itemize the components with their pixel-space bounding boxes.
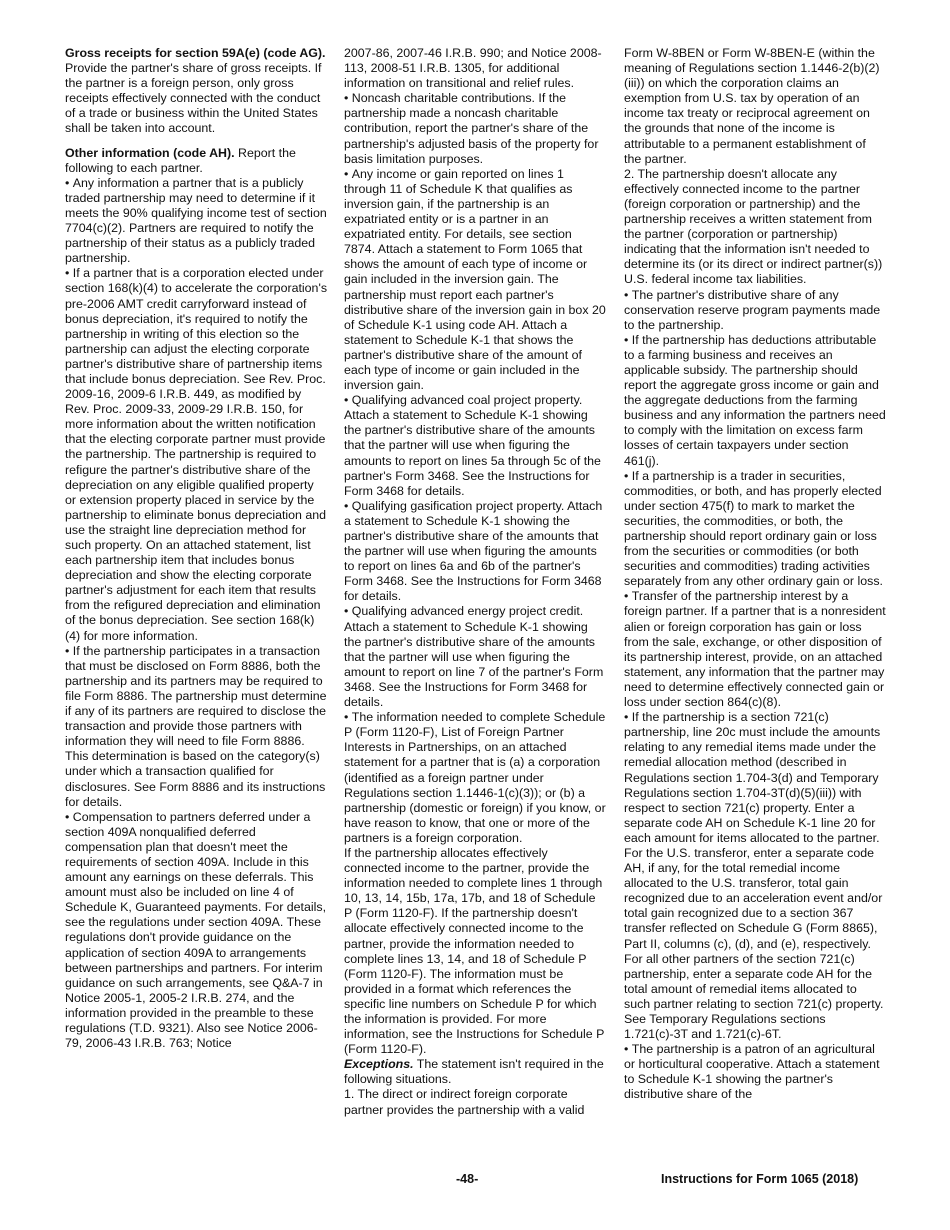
bullet-item: • If the partnership is a section 721(c) partnership, line 20c must include the amounts relating to any remedial items made under the remedial allocation method (described in Regulations section 1.704-3(d) and Temporary Regulations section 1.704-3T(d)(5)(iii)) with respect to section 721(c) property. Enter a separate code AH on Schedule K-1 line 20 for each amount for items allocated to the partner. For the U.S. transferor, enter a separate code AH, if any, for the total remedial income allocated to the U.S. transferor, total gain recognized due to an acceleration event and/or total gain recognized due to a section 367 transfer reflected on Schedule G (Form 8865), Part II, columns (c), (d), and (e), respectively. For all other partners of the section 721(c) partnership, enter a separate code AH for the total amount of remedial items allocated to such partner relating to section 721(c) property. See Temporary Regulations sections 1.721(c)-3T and 1.721(c)-6T. <box>624 710 886 1042</box>
bullet-item: • Qualifying advanced energy project credit. Attach a statement to Schedule K-1 showing the partner's distributive share of the amounts that the partner will use when figuring the amount to report on line 7 of the partner's Form 3468. See the Instructions for Form 3468 for details. <box>344 604 606 710</box>
heading-other-information: Other information (code AH). <box>65 145 235 160</box>
gross-receipts-paragraph <box>65 46 327 137</box>
other-info-paragraph <box>65 146 327 176</box>
column-3 <box>624 46 886 1103</box>
other-info-text: Report the following to each partner. <box>65 145 296 175</box>
bullet-item: • If the partnership participates in a transaction that must be disclosed on Form 8886, both the partnership and its partners may be required to file Form 8886. The partnership must determine if any of its partners are required to disclose the transaction and provide those partners with information they will need to file Form 8886. This determination is based on the category(s) under which a transaction qualified for disclosures. See Form 8886 and its instructions for details. <box>65 644 327 810</box>
exceptions-label: Exceptions. <box>344 1057 414 1072</box>
page-number: -48- <box>456 1172 479 1186</box>
paragraph: 1. The direct or indirect foreign corporate partner provides the partnership with a valid <box>344 1087 585 1117</box>
bullet-item: • Qualifying advanced coal project property. Attach a statement to Schedule K-1 showing the partner's distributive share of the amounts that the partner will use when figuring the amounts to report on lines 5a through 5c of the partner's Form 3468. See the Instructions for Form 3468 for details. <box>344 393 606 499</box>
bullet-item: • If the partnership has deductions attributable to a farming business and receives an applicable subsidy. The partnership should report the aggregate gross income or gain and the aggregate deductions from the farming business and any information the partners need to comply with the limitation on excess farm losses of certain taxpayers under section 461(j). <box>624 333 886 469</box>
paragraph: 2007-86, 2007-46 I.R.B. 990; and Notice 2008-113, 2008-51 I.R.B. 1305, for additional information on transitional and relief rules. <box>344 46 602 91</box>
paragraph: If the partnership allocates effectively connected income to the partner, provide the information needed to complete lines 1 through 10, 13, 14, 15b, 17a, 17b, and 18 of Schedule P (Form 1120-F). If the partnership doesn't allocate effectively connected income to the partner, provide the information needed to complete lines 13, 14, and 18 of Schedule P (Form 1120-F). The information must be provided in a format which references the specific line numbers on Schedule P for which the information is provided. For more information, see the Instructions for Schedule P (Form 1120-F). <box>344 845 605 1057</box>
exceptions-paragraph <box>344 1057 606 1087</box>
footer-title: Instructions for Form 1065 (2018) <box>661 1172 859 1186</box>
paragraph: 2. The partnership doesn't allocate any effectively connected income to the partner (foreign corporation or partnership) and the partnership receives a written statement from the partner (corporation or partnership) indicating that the information isn't needed to determine its (or its direct or indirect partner(s)) U.S. federal income tax liabilities. <box>624 166 883 287</box>
column-2 <box>344 46 606 1118</box>
column-1 <box>65 46 327 1051</box>
heading-gross-receipts: Gross receipts for section 59A(e) (code AG). <box>65 46 326 60</box>
bullet-item: • The partnership is a patron of an agricultural or horticultural cooperative. Attach a statement to Schedule K-1 showing the partner's distributive share of the <box>624 1042 886 1102</box>
gross-receipts-text: Provide the partner's share of gross receipts. If the partner is a foreign person, only gross receipts effectively connected with the conduct of a trade or business within the United States shall be taken into account. <box>65 61 322 136</box>
bullet-item: • Any information a partner that is a publicly traded partnership may need to determine if it meets the 90% qualifying income test of section 7704(c)(2). Partners are required to notify the partnership of their status as a publicly traded partnership. <box>65 176 327 267</box>
bullet-item: • Any income or gain reported on lines 1 through 11 of Schedule K that qualifies as inversion gain, if the partnership is an expatriated entity or is a partner in an expatriated entity. For details, see section 7874. Attach a statement to Form 1065 that shows the amount of each type of income or gain included in the inversion gain. The partnership must report each partner's distributive share of the inversion gain in box 20 of Schedule K-1 using code AH. Attach a statement to Schedule K-1 that shows the partner's distributive share of the amount of each type of income or gain included in the inversion gain. <box>344 167 606 393</box>
bullet-item: • If a partnership is a trader in securities, commodities, or both, and has properly elected under section 475(f) to mark to market the securities, the commodities, or both, the partnership should report ordinary gain or loss from the securities or commodities (or both securities and commodities) trading activities separately from any other ordinary gain or loss. <box>624 469 886 590</box>
bullet-item: • Transfer of the partnership interest by a foreign partner. If a partner that is a nonresident alien or foreign corporation has gain or loss from the sale, exchange, or other disposition of its partnership interest, provide, on an attached statement, any information that the partner may need to determine effectively connected gain or loss under section 864(c)(8). <box>624 589 886 710</box>
bullet-item: • Noncash charitable contributions. If the partnership made a noncash charitable contribution, report the partner's share of the partnership's adjusted basis of the property for basis limitation purposes. <box>344 91 606 166</box>
exceptions-text: The statement isn't required in the following situations. <box>344 1057 604 1087</box>
bullet-item: • Qualifying gasification project property. Attach a statement to Schedule K-1 showing the partner's distributive share of the amounts that the partner will use when figuring the amounts to report on lines 6a and 6b of the partner's Form 3468. See the Instructions for Form 3468 for details. <box>344 499 606 605</box>
bullet-item: • Compensation to partners deferred under a section 409A nonqualified deferred compensation plan that doesn't meet the requirements of section 409A. Include in this amount any earnings on these deferrals. This amount must also be included on line 4 of Schedule K, Guaranteed payments. For details, see the regulations under section 409A. These regulations don't provide guidance on the application of section 409A to arrangements between partnerships and partners. For interim guidance on such arrangements, see Q&A-7 in Notice 2005-1, 2005-2 I.R.B. 274, and the information provided in the preamble to these regulations (T.D. 9321). Also see Notice 2006-79, 2006-43 I.R.B. 763; Notice <box>65 810 327 1052</box>
bullet-item: • If a partner that is a corporation elected under section 168(k)(4) to accelerate the corporation's pre-2006 AMT credit carryforward instead of bonus depreciation, it's required to notify the partnership in writing of this election so the partnership can adjust the electing corporate partner's distributive share of partnership items that include bonus depreciation. See Rev. Proc. 2009-16, 2009-6 I.R.B. 449, as modified by Rev. Proc. 2009-33, 2009-29 I.R.B. 150, for more information about the written notification that the electing corporate partner must provide the partnership. The partnership is required to refigure the partner's distributive share of the depreciation on any eligible qualified property or extension property placed in service by the partnership to eliminate bonus depreciation and use the straight line depreciation method for such property. On an attached statement, list each partnership item that includes bonus depreciation and show the electing corporate partner's adjustment for each item that results from the refigured depreciation and elimination of the bonus depreciation. See section 168(k)(4) for more information. <box>65 266 327 643</box>
bullet-item: • The information needed to complete Schedule P (Form 1120-F), List of Foreign Partner Interests in Partnerships, on an attached statement for a partner that is (a) a corporation (identified as a foreign partner under Regulations section 1.1446-1(c)(3)); or (b) a partnership (domestic or foreign) if you know, or have reason to know, that one or more of the partners is a foreign corporation. <box>344 710 606 846</box>
bullet-item: • The partner's distributive share of any conservation reserve program payments made to the partnership. <box>624 288 886 333</box>
paragraph: Form W-8BEN or Form W-8BEN-E (within the meaning of Regulations section 1.1446-2(b)(2)(iii)) on which the corporation claims an exemption from U.S. tax by operation of an income tax treaty or reciprocal agreement on the grounds that none of the income is attributable to a permanent establishment of the partner. <box>624 46 880 166</box>
